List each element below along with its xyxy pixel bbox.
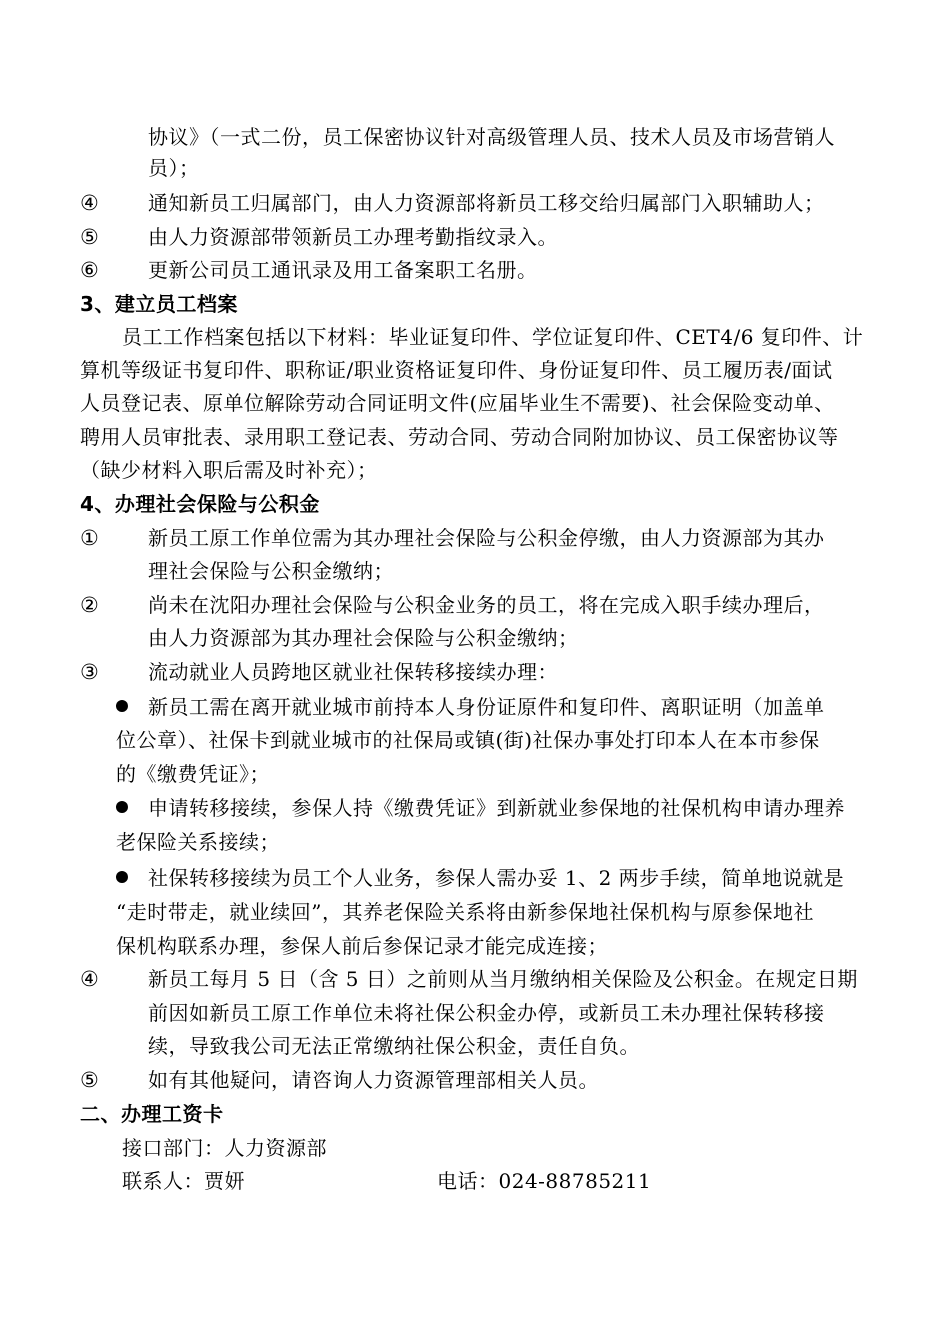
section-3-para-line: 人员登记表、原单位解除劳动合同证明文件(应届毕业生不需要)、社会保险变动单、 (80, 391, 835, 415)
contact-phone: 电话：024-88785211 (437, 1169, 652, 1193)
contact-dept: 接口部门：人力资源部 (122, 1136, 327, 1160)
bullet-text: 位公章）、社保卡到就业城市的社保局或镇(街)社保办事处打印本人在本市参保 (116, 728, 820, 752)
item-text: 尚未在沈阳办理社会保险与公积金业务的员工，将在完成入职手续办理后， (148, 593, 825, 617)
item-text: 续，导致我公司无法正常缴纳社保公积金，责任自负。 (148, 1034, 640, 1058)
item-text: 由人力资源部为其办理社会保险与公积金缴纳； (148, 626, 579, 650)
continuation-line-2: 员）； (148, 156, 200, 180)
bullet-text: 新员工需在离开就业城市前持本人身份证原件和复印件、离职证明（加盖单 (148, 695, 825, 719)
bullet-text: 申请转移接续，参保人持《缴费凭证》到新就业参保地的社保机构申请办理养 (148, 796, 845, 820)
item-text: 新员工每月 5 日（含 5 日）之前则从当月缴纳相关保险及公积金。在规定日期 (148, 967, 858, 991)
section-3-para-line: （缺少材料入职后需及时补充）； (80, 458, 378, 482)
item-text: 如有其他疑问，请咨询人力资源管理部相关人员。 (148, 1068, 599, 1092)
bullet-text: “走时带走，就业续回”，其养老保险关系将由新参保地社保机构与原参保地社 (116, 900, 814, 924)
section-4-heading: 4、办理社会保险与公积金 (80, 492, 320, 516)
bullet-dot (116, 801, 128, 813)
item-marker: ⑤ (80, 225, 99, 249)
section-3-para-line: 员工工作档案包括以下材料：毕业证复印件、学位证复印件、CET4/6 复印件、计 (122, 325, 864, 349)
item-marker: ④ (80, 967, 99, 991)
bullet-dot (116, 871, 128, 883)
section-3-para-line: 聘用人员审批表、录用职工登记表、劳动合同、劳动合同附加协议、员工保密协议等 (80, 425, 839, 449)
item-marker: ① (80, 526, 99, 550)
section-two-heading: 二、办理工资卡 (80, 1102, 224, 1126)
contact-person: 联系人：贾妍 (122, 1169, 245, 1193)
item-text: 前因如新员工原工作单位未将社保公积金办停，或新员工未办理社保转移接 (148, 1001, 825, 1025)
item-marker: ③ (80, 660, 99, 684)
item-text: 流动就业人员跨地区就业社保转移接续办理： (148, 660, 558, 684)
bullet-text: 的《缴费凭证》； (116, 762, 270, 786)
item-text: 通知新员工归属部门，由人力资源部将新员工移交给归属部门入职辅助人； (148, 191, 825, 215)
item-text: 更新公司员工通讯录及用工备案职工名册。 (148, 258, 538, 282)
item-marker: ⑤ (80, 1068, 99, 1092)
bullet-text: 社保转移接续为员工个人业务，参保人需办妥 1、2 两步手续，简单地说就是 (148, 866, 845, 890)
item-text: 由人力资源部带领新员工办理考勤指纹录入。 (148, 225, 558, 249)
section-3-heading: 3、建立员工档案 (80, 292, 238, 316)
continuation-line-1: 协议》（一式二份，员工保密协议针对高级管理人员、技术人员及市场营销人 (148, 125, 835, 149)
item-marker: ⑥ (80, 258, 99, 282)
item-text: 新员工原工作单位需为其办理社会保险与公积金停缴，由人力资源部为其办 (148, 526, 825, 550)
item-text: 理社会保险与公积金缴纳； (148, 559, 394, 583)
bullet-text: 老保险关系接续； (116, 830, 280, 854)
section-3-para-line: 算机等级证书复印件、职称证/职业资格证复印件、身份证复印件、员工履历表/面试 (80, 358, 833, 382)
bullet-text: 保机构联系办理，参保人前后参保记录才能完成连接； (116, 934, 608, 958)
item-marker: ② (80, 593, 99, 617)
item-marker: ④ (80, 191, 99, 215)
bullet-dot (116, 700, 128, 712)
